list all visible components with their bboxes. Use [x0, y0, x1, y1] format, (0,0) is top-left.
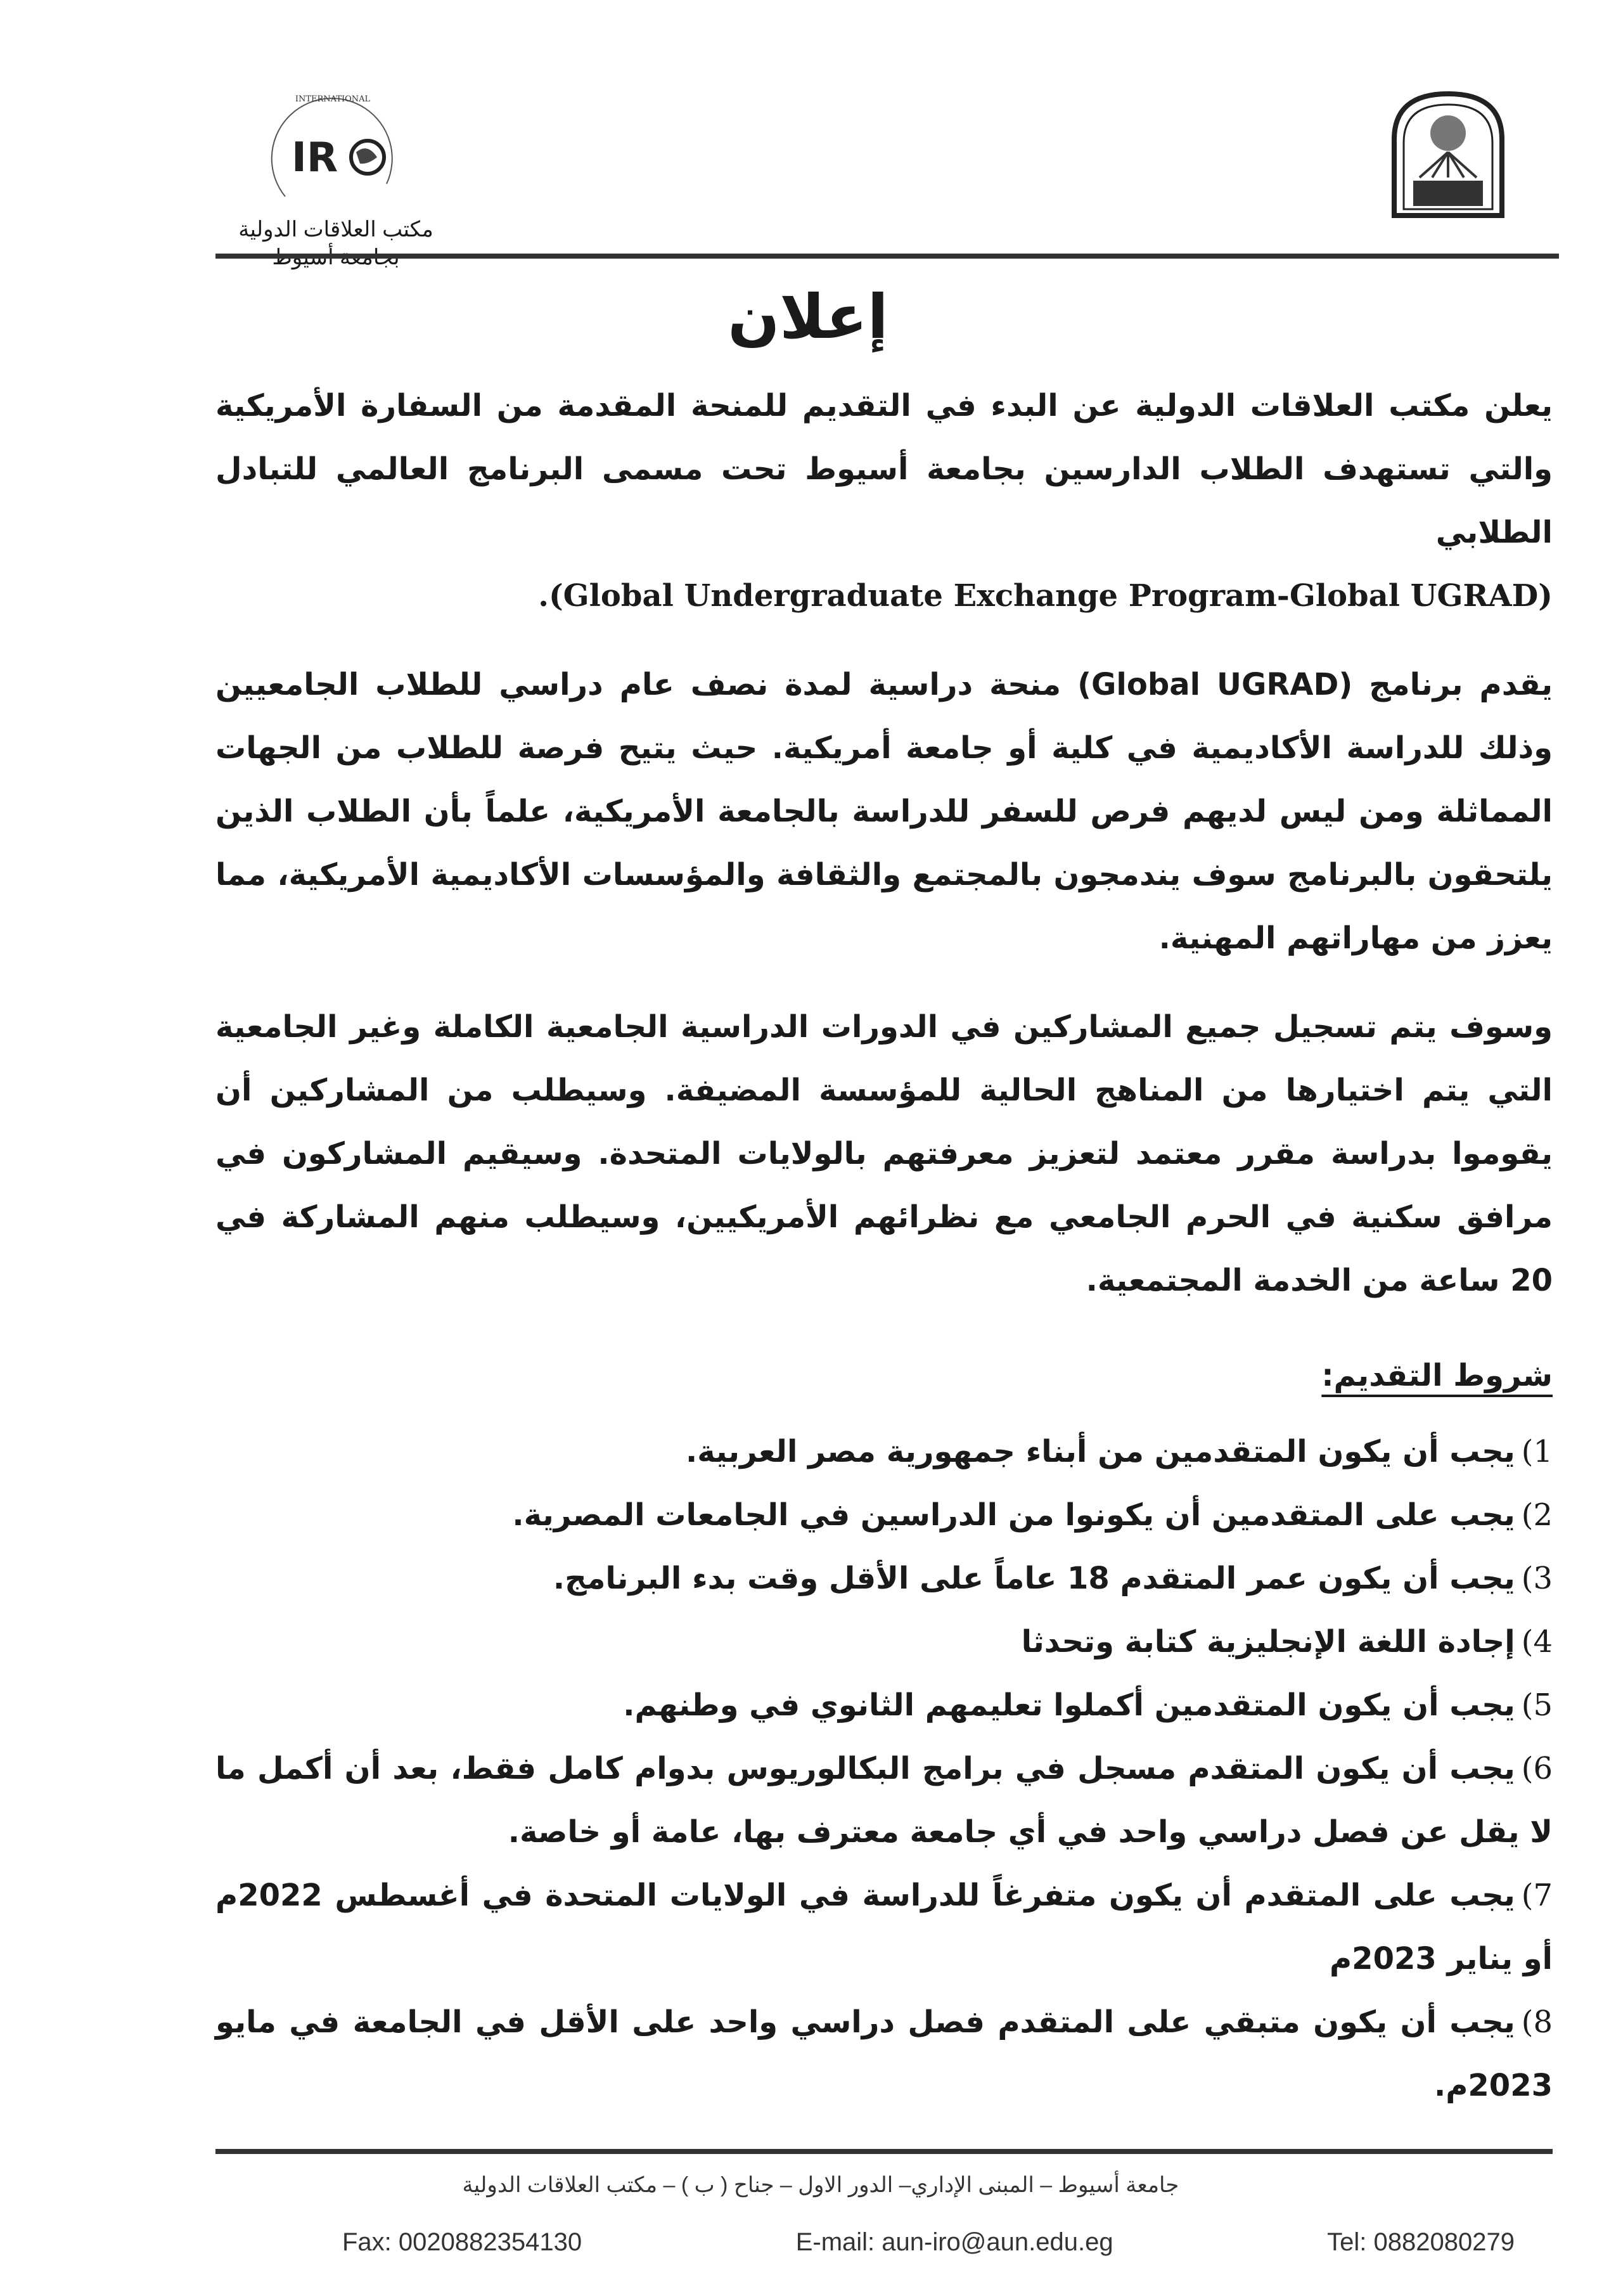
footer-email: E-mail: aun-iro@aun.edu.eg — [795, 2228, 1113, 2256]
condition-item: 3)يجب أن يكون عمر المتقدم 18 عاماً على الأقل وقت بدء البرنامج. — [553, 1561, 1553, 1596]
intro-text: يعلن مكتب العلاقات الدولية عن البدء في التقديم للمنحة المقدمة من السفارة الأمريكية والتي تستهدف الطلاب الدارسين بجامعة أسيوط تحت مسمى البرنامج العالمي للتبادل الطلابي — [215, 388, 1553, 550]
svg-text:INTERNATIONAL: INTERNATIONAL — [295, 94, 371, 104]
announcement-body — [215, 374, 1553, 2296]
footer-divider — [215, 2149, 1553, 2154]
assiut-university-logo — [1388, 89, 1508, 219]
conditions-heading-row — [215, 1344, 1553, 1407]
condition-item: 2)يجب على المتقدمين أن يكونوا من الدراسين في الجامعات المصرية. — [512, 1497, 1553, 1533]
intro-paragraph — [215, 374, 1553, 628]
svg-text:IR: IR — [292, 134, 338, 181]
program-name: (Global Undergraduate Exchange Program-Global UGRAD). — [538, 578, 1553, 614]
footer-tel: Tel: 0882080279 — [1327, 2228, 1515, 2256]
condition-item: 6)يجب أن يكون المتقدم مسجل في برامج البكالوريوس بدوام كامل فقط، بعد أن أكمل ما لا يقل عن فصل دراسي واحد في أي جامعة معترف بها، عامة أو خاصة. — [215, 1751, 1553, 1850]
participants-paragraph: وسوف يتم تسجيل جميع المشاركين في الدورات الدراسية الجامعية الكاملة وغير الجامعية التي يتم اختيارها من المناهج الحالية للمؤسسة المضيفة. وسيطلب من المشاركين أن يقوموا بدراسة مقرر معتمد لتعزيز معرفتهم بالولايات المتحدة. وسيقيم المشاركون في مرافق سكنية في الحرم الجامعي مع نظرائهم الأمريكيين، وسيطلب منهم المشاركة في 20 ساعة من الخدمة المجتمعية. — [215, 1009, 1553, 1298]
page-title: إعلان — [728, 281, 888, 352]
footer-address: جامعة أسيوط – المبنى الإداري– الدور الاول – جناح ( ب ) – مكتب العلاقات الدولية — [462, 2173, 1179, 2197]
iro-logo — [247, 76, 418, 209]
header-divider — [215, 254, 1559, 259]
condition-item: 7)يجب على المتقدم أن يكون متفرغاً للدراسة في الولايات المتحدة في أغسطس 2022م أو يناير 2023م — [215, 1878, 1553, 1977]
conditions-heading: شروط التقديم: — [1321, 1358, 1553, 1393]
iro-logo-caption: مكتب العلاقات الدولية — [238, 217, 433, 242]
condition-item: 8)يجب أن يكون متبقي على المتقدم فصل دراسي واحد على الأقل في الجامعة في مايو 2023م. — [215, 2004, 1553, 2103]
conditions-list — [215, 1420, 1553, 2117]
footer-contacts — [215, 2226, 1553, 2258]
footer-fax: Fax: 0020882354130 — [342, 2228, 582, 2256]
letterhead — [0, 0, 1616, 374]
program-description-paragraph: يقدم برنامج (Global UGRAD) منحة دراسية لمدة نصف عام دراسي للطلاب الجامعيين وذلك للدراسة الأكاديمية في كلية أو جامعة أمريكية. حيث يتيح فرصة للطلاب من الجهات المماثلة ومن ليس لديهم فرص للسفر للدراسة بالجامعة الأمريكية، علماً بأن الطلاب الذين يلتحقون بالبرنامج سوف يندمجون بالمجتمع والثقافة والمؤسسات الأكاديمية الأمريكية، مما يعزز من مهاراتهم المهنية. — [215, 667, 1553, 956]
condition-item: 4)إجادة اللغة الإنجليزية كتابة وتحدثا — [1021, 1624, 1553, 1660]
condition-item: 5)يجب أن يكون المتقدمين أكملوا تعليمهم الثانوي في وطنهم. — [623, 1687, 1553, 1723]
condition-item: 1)يجب أن يكون المتقدمين من أبناء جمهورية مصر العربية. — [686, 1434, 1553, 1469]
